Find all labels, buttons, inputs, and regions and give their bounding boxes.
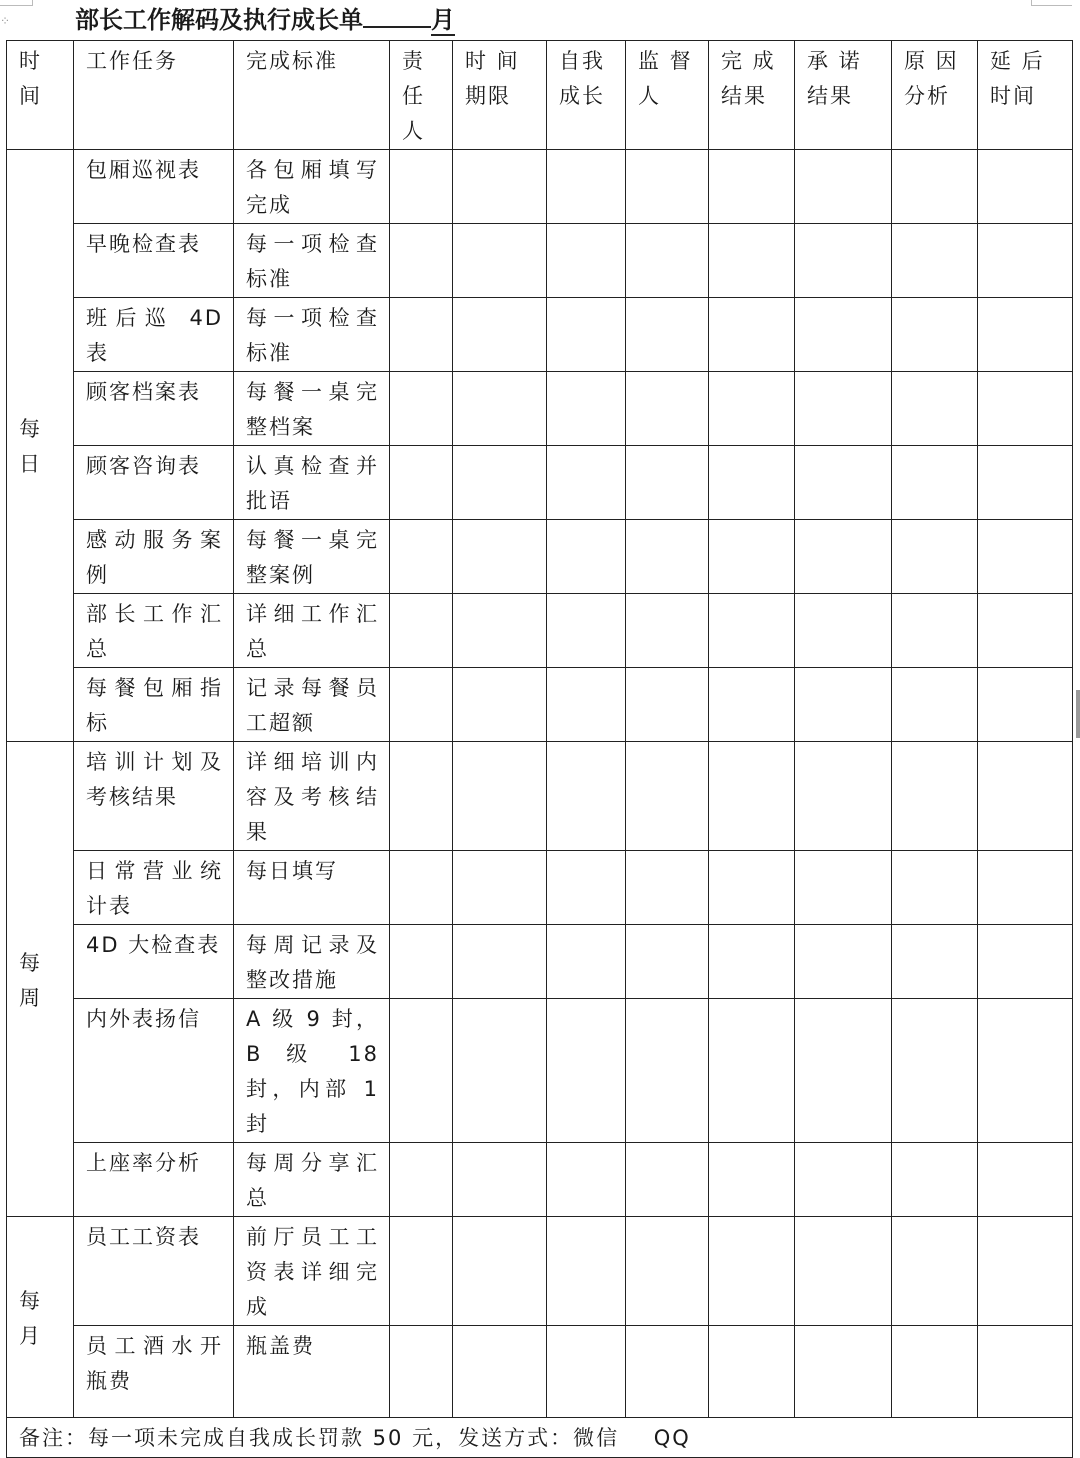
- empty-entry-cell[interactable]: [795, 1143, 892, 1217]
- empty-entry-cell[interactable]: [626, 520, 709, 594]
- table-row: [7, 999, 1073, 1143]
- empty-entry-cell[interactable]: [626, 742, 709, 851]
- empty-entry-cell[interactable]: [453, 298, 547, 372]
- empty-entry-cell[interactable]: [795, 520, 892, 594]
- task-cell: 日常营业统计表: [74, 851, 234, 925]
- empty-entry-cell[interactable]: [892, 594, 978, 668]
- standard-cell: 每日填写: [234, 851, 390, 925]
- task-cell: 班后巡 4D 表: [74, 298, 234, 372]
- empty-entry-cell[interactable]: [390, 999, 453, 1143]
- empty-entry-cell[interactable]: [709, 446, 795, 520]
- period-cell: 每月: [7, 1217, 74, 1418]
- empty-entry-cell[interactable]: [390, 298, 453, 372]
- empty-entry-cell[interactable]: [453, 1217, 547, 1326]
- empty-entry-cell[interactable]: [547, 999, 626, 1143]
- empty-entry-cell[interactable]: [795, 668, 892, 742]
- table-row: [7, 520, 1073, 594]
- empty-entry-cell[interactable]: [892, 742, 978, 851]
- note-row: [7, 1418, 1073, 1458]
- task-cell: 顾客咨询表: [74, 446, 234, 520]
- empty-entry-cell[interactable]: [390, 742, 453, 851]
- empty-entry-cell[interactable]: [978, 224, 1073, 298]
- table-row: [7, 668, 1073, 742]
- empty-entry-cell[interactable]: [390, 1326, 453, 1418]
- page-edge-marker: [1076, 690, 1080, 738]
- empty-entry-cell[interactable]: [709, 1143, 795, 1217]
- task-cell: 每餐包厢指标: [74, 668, 234, 742]
- crop-mark-glyph: ⁘: [0, 14, 11, 28]
- empty-entry-cell[interactable]: [795, 925, 892, 999]
- empty-entry-cell[interactable]: [892, 851, 978, 925]
- empty-entry-cell[interactable]: [709, 999, 795, 1143]
- empty-entry-cell[interactable]: [547, 224, 626, 298]
- table-row: [7, 446, 1073, 520]
- empty-entry-cell[interactable]: [390, 1143, 453, 1217]
- header-cell-standard: 完成标准: [234, 41, 390, 150]
- empty-entry-cell[interactable]: [547, 150, 626, 224]
- empty-entry-cell[interactable]: [626, 446, 709, 520]
- table-row: [7, 594, 1073, 668]
- period-cell: 每日: [7, 150, 74, 742]
- remark-note: 备注：每一项未完成自我成长罚款 50 元，发送方式：微信 QQ: [7, 1418, 1073, 1458]
- standard-cell: 详细工作汇总: [234, 594, 390, 668]
- table-row: [7, 925, 1073, 999]
- empty-entry-cell[interactable]: [547, 446, 626, 520]
- standard-cell: 每一项检查标准: [234, 298, 390, 372]
- empty-entry-cell[interactable]: [795, 298, 892, 372]
- empty-entry-cell[interactable]: [626, 594, 709, 668]
- empty-entry-cell[interactable]: [892, 298, 978, 372]
- empty-entry-cell[interactable]: [626, 1326, 709, 1418]
- empty-entry-cell[interactable]: [547, 1326, 626, 1418]
- table-row: [7, 742, 1073, 851]
- empty-entry-cell[interactable]: [978, 594, 1073, 668]
- empty-entry-cell[interactable]: [390, 925, 453, 999]
- empty-entry-cell[interactable]: [892, 372, 978, 446]
- empty-entry-cell[interactable]: [795, 150, 892, 224]
- empty-entry-cell[interactable]: [453, 594, 547, 668]
- empty-entry-cell[interactable]: [892, 446, 978, 520]
- table-row: [7, 150, 1073, 224]
- empty-entry-cell[interactable]: [978, 851, 1073, 925]
- empty-entry-cell[interactable]: [390, 150, 453, 224]
- empty-entry-cell[interactable]: [978, 298, 1073, 372]
- header-row: [7, 41, 1073, 150]
- header-cell-owner: 责任人: [390, 41, 453, 150]
- empty-entry-cell[interactable]: [795, 372, 892, 446]
- title-text: 部长工作解码及执行成长单: [75, 5, 363, 34]
- empty-entry-cell[interactable]: [547, 298, 626, 372]
- empty-entry-cell[interactable]: [892, 224, 978, 298]
- empty-entry-cell[interactable]: [390, 1217, 453, 1326]
- empty-entry-cell[interactable]: [453, 446, 547, 520]
- empty-entry-cell[interactable]: [453, 150, 547, 224]
- empty-entry-cell[interactable]: [795, 1217, 892, 1326]
- empty-entry-cell[interactable]: [709, 1326, 795, 1418]
- empty-entry-cell[interactable]: [626, 298, 709, 372]
- empty-entry-cell[interactable]: [892, 1217, 978, 1326]
- empty-entry-cell[interactable]: [547, 668, 626, 742]
- header-cell-delay-time: 延 后 时间: [978, 41, 1073, 150]
- empty-entry-cell[interactable]: [709, 851, 795, 925]
- standard-cell: 瓶盖费: [234, 1326, 390, 1418]
- standard-cell: 详细培训内容及考核结果: [234, 742, 390, 851]
- empty-entry-cell[interactable]: [978, 372, 1073, 446]
- empty-entry-cell[interactable]: [547, 1143, 626, 1217]
- empty-entry-cell[interactable]: [709, 1217, 795, 1326]
- standard-cell: 前厅员工工资表详细完成: [234, 1217, 390, 1326]
- empty-entry-cell[interactable]: [453, 520, 547, 594]
- table-row: [7, 298, 1073, 372]
- empty-entry-cell[interactable]: [390, 668, 453, 742]
- empty-entry-cell[interactable]: [626, 372, 709, 446]
- empty-entry-cell[interactable]: [978, 1326, 1073, 1418]
- empty-entry-cell[interactable]: [892, 520, 978, 594]
- table-row: [7, 1217, 1073, 1326]
- work-task-table: [6, 40, 1073, 1458]
- empty-entry-cell[interactable]: [892, 668, 978, 742]
- empty-entry-cell[interactable]: [390, 446, 453, 520]
- empty-entry-cell[interactable]: [709, 372, 795, 446]
- empty-entry-cell[interactable]: [709, 150, 795, 224]
- header-cell-supervisor: 监 督 人: [626, 41, 709, 150]
- empty-entry-cell[interactable]: [795, 1326, 892, 1418]
- standard-cell: 记录每餐员工超额: [234, 668, 390, 742]
- empty-entry-cell[interactable]: [626, 668, 709, 742]
- empty-entry-cell[interactable]: [892, 1326, 978, 1418]
- title-month: 月: [431, 5, 455, 34]
- empty-entry-cell[interactable]: [795, 999, 892, 1143]
- standard-cell: A 级 9 封，B 级 18 封，内部 1 封: [234, 999, 390, 1143]
- empty-entry-cell[interactable]: [453, 925, 547, 999]
- empty-entry-cell[interactable]: [453, 1326, 547, 1418]
- table-row: [7, 1143, 1073, 1217]
- empty-entry-cell[interactable]: [709, 742, 795, 851]
- empty-entry-cell[interactable]: [453, 1143, 547, 1217]
- period-cell: 每周: [7, 742, 74, 1217]
- empty-entry-cell[interactable]: [978, 668, 1073, 742]
- empty-entry-cell[interactable]: [453, 999, 547, 1143]
- empty-entry-cell[interactable]: [978, 520, 1073, 594]
- empty-entry-cell[interactable]: [547, 520, 626, 594]
- empty-entry-cell[interactable]: [709, 520, 795, 594]
- month-blank-field: [363, 2, 431, 28]
- empty-entry-cell[interactable]: [626, 150, 709, 224]
- page-title: [75, 2, 455, 38]
- empty-entry-cell[interactable]: [547, 1217, 626, 1326]
- empty-entry-cell[interactable]: [978, 925, 1073, 999]
- empty-entry-cell[interactable]: [453, 668, 547, 742]
- empty-entry-cell[interactable]: [795, 851, 892, 925]
- empty-entry-cell[interactable]: [390, 224, 453, 298]
- standard-cell: 每周分享汇总: [234, 1143, 390, 1217]
- empty-entry-cell[interactable]: [547, 594, 626, 668]
- empty-entry-cell[interactable]: [453, 851, 547, 925]
- empty-entry-cell[interactable]: [626, 999, 709, 1143]
- table-row: [7, 224, 1073, 298]
- header-cell-promised-result: 承 诺 结果: [795, 41, 892, 150]
- empty-entry-cell[interactable]: [978, 1143, 1073, 1217]
- standard-cell: 各包厢填写完成: [234, 150, 390, 224]
- empty-entry-cell[interactable]: [390, 520, 453, 594]
- table-row: [7, 1326, 1073, 1418]
- empty-entry-cell[interactable]: [978, 446, 1073, 520]
- empty-entry-cell[interactable]: [453, 372, 547, 446]
- empty-entry-cell[interactable]: [390, 594, 453, 668]
- header-cell-self-growth: 自我成长: [547, 41, 626, 150]
- task-cell: 感动服务案例: [74, 520, 234, 594]
- standard-cell: 每餐一桌完整案例: [234, 520, 390, 594]
- empty-entry-cell[interactable]: [795, 594, 892, 668]
- task-cell: 上座率分析: [74, 1143, 234, 1217]
- task-cell: 部长工作汇总: [74, 594, 234, 668]
- crop-mark-top-right: [1031, 0, 1072, 6]
- header-cell-cause-analysis: 原 因 分析: [892, 41, 978, 150]
- empty-entry-cell[interactable]: [626, 1143, 709, 1217]
- task-cell: 包厢巡视表: [74, 150, 234, 224]
- task-cell: 培训计划及考核结果: [74, 742, 234, 851]
- empty-entry-cell[interactable]: [892, 150, 978, 224]
- header-cell-time: 时间: [7, 41, 74, 150]
- task-cell: 4D 大检查表: [74, 925, 234, 999]
- task-cell: 员工工资表: [74, 1217, 234, 1326]
- empty-entry-cell[interactable]: [978, 1217, 1073, 1326]
- standard-cell: 每餐一桌完整档案: [234, 372, 390, 446]
- empty-entry-cell[interactable]: [626, 851, 709, 925]
- standard-cell: 每周记录及整改措施: [234, 925, 390, 999]
- empty-entry-cell[interactable]: [547, 742, 626, 851]
- table-row: [7, 851, 1073, 925]
- task-cell: 顾客档案表: [74, 372, 234, 446]
- empty-entry-cell[interactable]: [547, 925, 626, 999]
- empty-entry-cell[interactable]: [709, 668, 795, 742]
- empty-entry-cell[interactable]: [709, 925, 795, 999]
- header-cell-completion-result: 完 成 结果: [709, 41, 795, 150]
- task-cell: 早晚检查表: [74, 224, 234, 298]
- empty-entry-cell[interactable]: [892, 1143, 978, 1217]
- empty-entry-cell[interactable]: [547, 851, 626, 925]
- task-cell: 内外表扬信: [74, 999, 234, 1143]
- crop-mark-top-left: [0, 0, 33, 6]
- standard-cell: 每一项检查标准: [234, 224, 390, 298]
- empty-entry-cell[interactable]: [709, 594, 795, 668]
- table-row: [7, 372, 1073, 446]
- empty-entry-cell[interactable]: [709, 298, 795, 372]
- empty-entry-cell[interactable]: [978, 999, 1073, 1143]
- empty-entry-cell[interactable]: [795, 446, 892, 520]
- header-cell-task: 工作任务: [74, 41, 234, 150]
- empty-entry-cell[interactable]: [626, 224, 709, 298]
- task-cell: 员工酒水开瓶费: [74, 1326, 234, 1418]
- empty-entry-cell[interactable]: [795, 224, 892, 298]
- header-cell-deadline: 时 间 期限: [453, 41, 547, 150]
- empty-entry-cell[interactable]: [709, 224, 795, 298]
- empty-entry-cell[interactable]: [390, 851, 453, 925]
- empty-entry-cell[interactable]: [626, 1217, 709, 1326]
- empty-entry-cell[interactable]: [626, 925, 709, 999]
- empty-entry-cell[interactable]: [978, 742, 1073, 851]
- empty-entry-cell[interactable]: [453, 224, 547, 298]
- empty-entry-cell[interactable]: [892, 925, 978, 999]
- empty-entry-cell[interactable]: [795, 742, 892, 851]
- standard-cell: 认真检查并批语: [234, 446, 390, 520]
- empty-entry-cell[interactable]: [978, 150, 1073, 224]
- empty-entry-cell[interactable]: [547, 372, 626, 446]
- empty-entry-cell[interactable]: [892, 999, 978, 1143]
- empty-entry-cell[interactable]: [390, 372, 453, 446]
- empty-entry-cell[interactable]: [453, 742, 547, 851]
